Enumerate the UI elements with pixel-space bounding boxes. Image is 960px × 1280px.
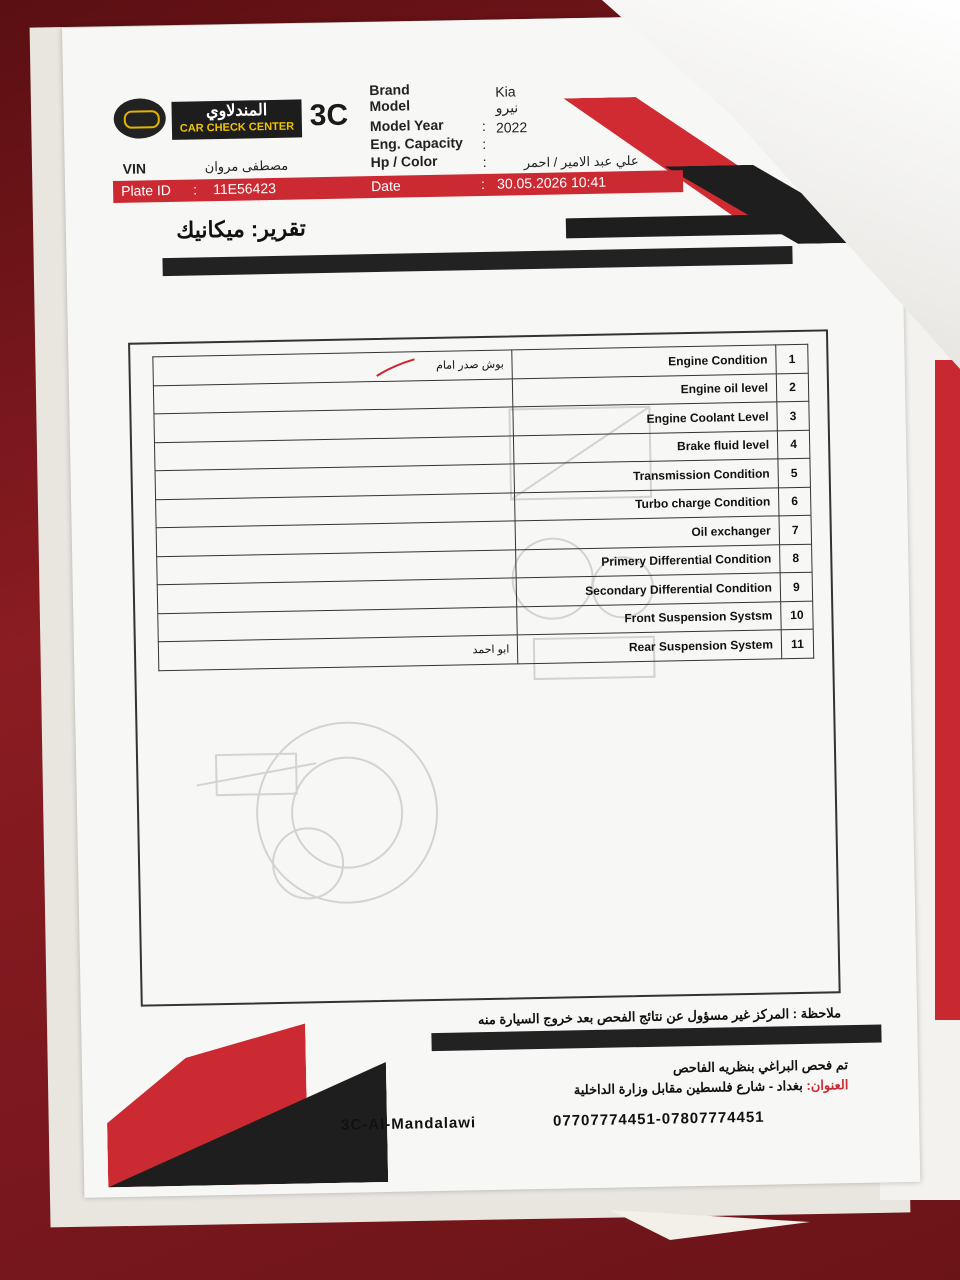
check-name: Oil exchanger (515, 516, 779, 550)
disclaimer-note: ملاحظة : المركز غير مسؤول عن نتائج الفحص بعد خروج السيارة منه (477, 1005, 842, 1028)
model-label: Model (369, 97, 411, 115)
check-name: Engine Coolant Level (513, 402, 777, 436)
check-name: Rear Suspension System (518, 630, 782, 664)
check-number: 7 (779, 515, 812, 544)
plate-label: Plate ID (120, 181, 172, 199)
check-number: 8 (780, 544, 813, 573)
check-number: 11 (781, 629, 814, 658)
check-number: 5 (778, 458, 811, 487)
check-name: Front Suspension Systsm (517, 601, 781, 635)
check-number: 6 (778, 487, 811, 516)
model-year-value: 2022 (495, 119, 528, 136)
check-name: Brake fluid level (514, 430, 778, 464)
logo-3c: 3C (309, 98, 349, 133)
footer-address-label: العنوان: (806, 1077, 849, 1093)
check-number: 2 (776, 373, 809, 402)
model-year-label: Model Year (369, 116, 444, 135)
footer-address-text: بغداد - شارع فلسطين مقابل وزارة الداخلية (573, 1077, 803, 1098)
check-name: Engine oil level (513, 373, 777, 407)
owner-name: مصطفى مروان (204, 157, 289, 175)
check-name: Turbo charge Condition (515, 487, 779, 521)
check-note: ابو احمد (158, 635, 518, 670)
date-value: 30.05.2026 10:41 (496, 173, 607, 192)
check-number: 9 (780, 572, 813, 601)
plate-date-bar (113, 170, 683, 203)
check-name: Transmission Condition (514, 459, 778, 493)
check-note: بوش صدر امام (153, 350, 513, 385)
inspection-report-page (62, 12, 920, 1198)
check-number: 1 (776, 344, 809, 373)
report-title: تقرير: ميكانيك (175, 215, 307, 243)
logo-box (171, 99, 302, 139)
footer-inspector-line: تم فحص البراغي بنظريه الفاحص (672, 1057, 849, 1076)
footer-address (574, 1077, 849, 1098)
plate-value: 11E56423 (212, 179, 277, 198)
brand-label: Brand (369, 81, 410, 99)
red-pen-mark-icon (374, 357, 416, 378)
check-name: Secondary Differential Condition (516, 573, 780, 607)
hp-color-value: علي عبد الامير / احمر (523, 152, 639, 171)
checks-table (152, 344, 814, 671)
hp-color-colon: : (482, 153, 487, 170)
logo-badge-icon (113, 98, 166, 139)
vin-label: VIN (122, 160, 147, 177)
footer-brand: 3C-Al-Mandalawi (340, 1114, 477, 1134)
check-number: 4 (777, 430, 810, 459)
title-dark-band (162, 246, 792, 276)
date-label: Date (370, 177, 401, 195)
date-colon: : (480, 175, 486, 192)
model-value: نيرو (495, 99, 519, 116)
logo-english-name: CAR CHECK CENTER (179, 120, 295, 135)
adjacent-document-red-stripe (935, 360, 960, 1020)
eng-capacity-label: Eng. Capacity (370, 134, 464, 153)
brand-value: Kia (495, 83, 516, 100)
model-year-colon: : (481, 117, 487, 134)
footer-phones: 07707774451-07807774451 (552, 1108, 765, 1130)
check-number: 10 (781, 601, 814, 630)
check-name: Primery Differential Condition (516, 544, 780, 578)
check-name: Engine Condition (512, 345, 776, 379)
plate-colon: : (192, 181, 198, 198)
logo-arabic-name: المندلاوي (205, 102, 268, 121)
hp-color-label: Hp / Color (370, 152, 438, 171)
eng-capacity-colon: : (482, 135, 487, 152)
header-dark-bar (566, 214, 796, 238)
check-number: 3 (777, 401, 810, 430)
